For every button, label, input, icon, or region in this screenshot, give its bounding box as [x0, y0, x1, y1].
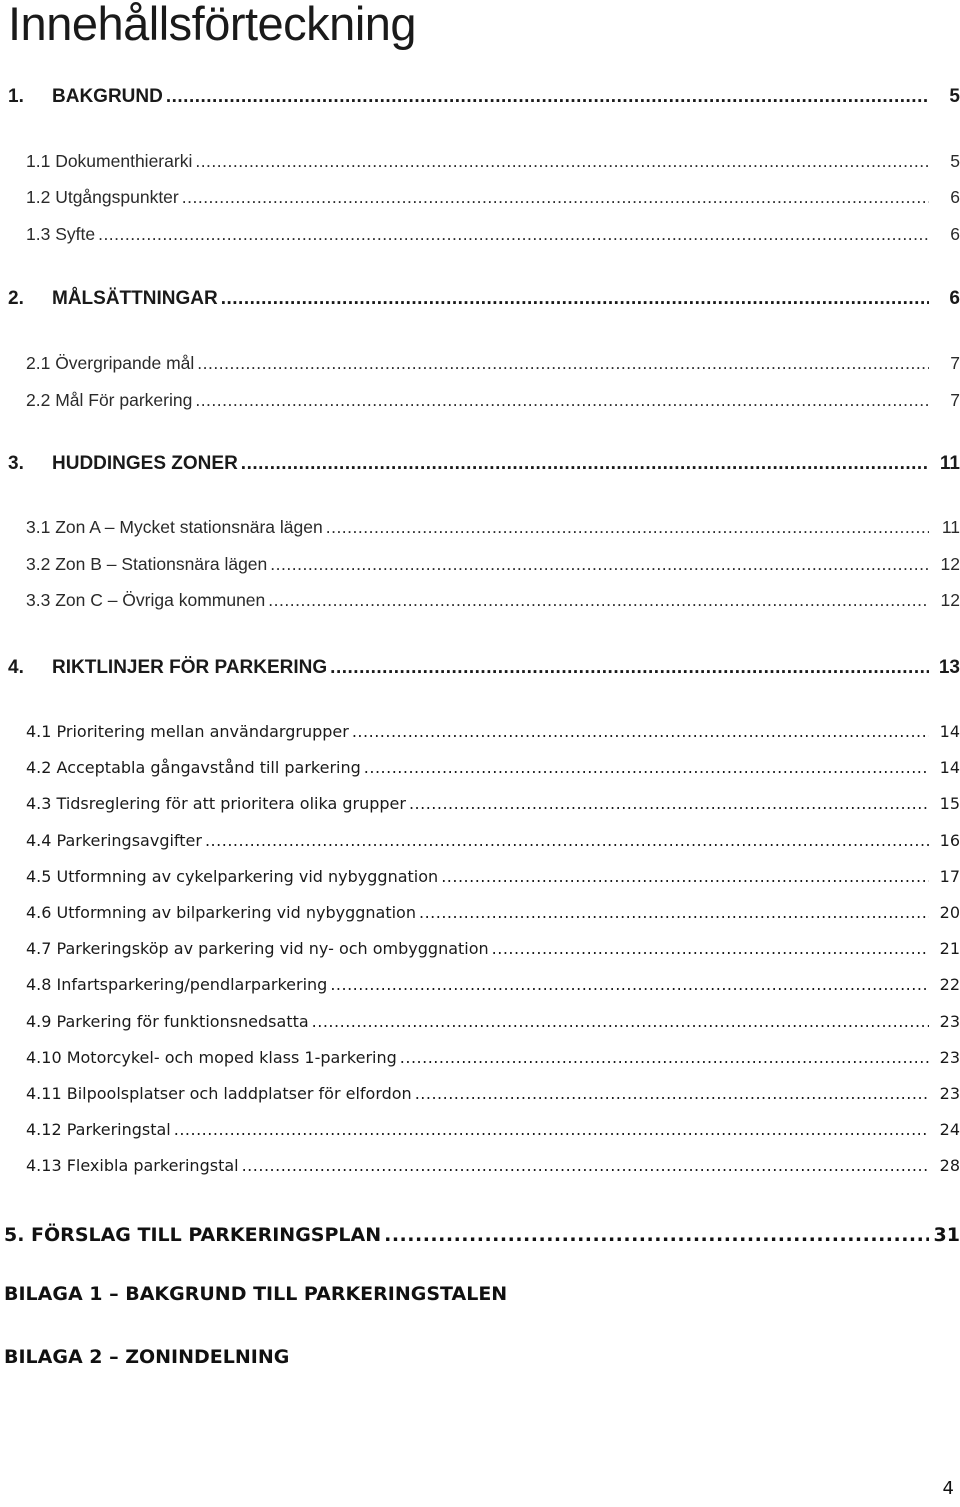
toc-dot-leader	[312, 1012, 929, 1031]
toc-entry-label: 2.2 Mål För parkering	[26, 390, 193, 410]
toc-entry-page: 16	[939, 831, 960, 850]
toc-entry-4-9[interactable]	[26, 1012, 960, 1031]
toc-dot-leader	[205, 831, 929, 850]
toc-entry-2-2[interactable]	[26, 390, 960, 411]
toc-entry-page: 24	[939, 1120, 960, 1139]
toc-entry-title: BAKGRUND	[52, 86, 163, 107]
toc-entry-label: 4.5 Utformning av cykelparkering vid nybyggnation	[26, 867, 439, 886]
toc-entry-label	[8, 86, 163, 108]
toc-dot-leader	[166, 86, 929, 108]
toc-entry-4-2[interactable]	[26, 758, 960, 777]
toc-dot-leader	[195, 151, 929, 172]
toc-entry-label	[8, 453, 238, 475]
toc-entry-1-2[interactable]	[26, 187, 960, 208]
toc-entry-page: 28	[939, 1156, 960, 1175]
toc-dot-leader	[268, 590, 929, 611]
toc-entry-label: 4.3 Tidsreglering för att prioritera olika grupper	[26, 794, 406, 813]
toc-entry-page: 14	[939, 758, 960, 777]
toc-entry-label: 2.1 Övergripande mål	[26, 353, 195, 373]
toc-entry-title: HUDDINGES ZONER	[52, 453, 238, 474]
toc-entry-label: 4.1 Prioritering mellan användargrupper	[26, 722, 349, 741]
toc-entry-label: 4.6 Utformning av bilparkering vid nybyggnation	[26, 903, 416, 922]
toc-entry-label: 3.2 Zon B – Stationsnära lägen	[26, 554, 268, 574]
toc-dot-leader	[197, 353, 929, 374]
toc-entry-label: 1.1 Dokumenthierarki	[26, 151, 193, 171]
toc-dot-leader	[400, 1048, 929, 1067]
toc-entry-page: 7	[950, 353, 960, 373]
toc-dot-leader	[182, 187, 929, 208]
toc-dot-leader	[174, 1120, 929, 1139]
toc-entry-4-1[interactable]	[26, 722, 960, 741]
toc-entry-page: 15	[939, 794, 960, 813]
toc-entry-label: 4.12 Parkeringstal	[26, 1120, 171, 1139]
toc-entry-label: 4.8 Infartsparkering/pendlarparkering	[26, 975, 328, 994]
toc-dot-leader	[221, 288, 929, 310]
toc-entry-page: 23	[939, 1012, 960, 1031]
toc-entry-4-5[interactable]	[26, 867, 960, 886]
toc-entry-section-1[interactable]	[8, 86, 960, 108]
toc-entry-page: 20	[939, 903, 960, 922]
toc-entry-4-11[interactable]	[26, 1084, 960, 1103]
toc-entry-page: 17	[939, 867, 960, 886]
toc-entry-section-2[interactable]	[8, 288, 960, 310]
toc-entry-label: 3.1 Zon A – Mycket stationsnära lägen	[26, 517, 323, 537]
toc-dot-leader	[326, 517, 929, 538]
toc-entry-page: 23	[939, 1048, 960, 1067]
toc-entry-label	[8, 288, 218, 310]
toc-entry-4-4[interactable]	[26, 831, 960, 850]
toc-entry-page: 5	[950, 151, 960, 171]
toc-entry-2-1[interactable]	[26, 353, 960, 374]
toc-entry-label: 4.9 Parkering för funktionsnedsatta	[26, 1012, 309, 1031]
appendix-1-heading[interactable]: BILAGA 1 – BAKGRUND TILL PARKERINGSTALEN	[4, 1283, 508, 1305]
toc-entry-section-3[interactable]	[8, 453, 960, 475]
toc-entry-label: 5. FÖRSLAG TILL PARKERINGSPLAN	[4, 1224, 382, 1246]
toc-entry-page: 31	[933, 1224, 960, 1246]
toc-entry-label: 4.2 Acceptabla gångavstånd till parkering	[26, 758, 361, 777]
toc-entry-4-7[interactable]	[26, 939, 960, 958]
toc-dot-leader	[441, 867, 929, 886]
toc-entry-page: 23	[939, 1084, 960, 1103]
toc-dot-leader	[384, 1224, 929, 1246]
toc-dot-leader	[409, 794, 929, 813]
toc-dot-leader	[364, 758, 929, 777]
toc-entry-label: 1.2 Utgångspunkter	[26, 187, 179, 207]
toc-entry-1-3[interactable]	[26, 224, 960, 245]
toc-entry-label: 4.4 Parkeringsavgifter	[26, 831, 202, 850]
toc-entry-label: 4.11 Bilpoolsplatser och laddplatser för elfordon	[26, 1084, 412, 1103]
toc-entry-number: 3.	[8, 453, 24, 474]
toc-entry-label	[8, 657, 327, 679]
toc-entry-4-12[interactable]	[26, 1120, 960, 1139]
toc-entry-title: RIKTLINJER FÖR PARKERING	[52, 657, 328, 678]
toc-entry-label: 4.13 Flexibla parkeringstal	[26, 1156, 239, 1175]
toc-entry-label: 4.10 Motorcykel- och moped klass 1-parkering	[26, 1048, 397, 1067]
toc-entry-number: 1.	[8, 86, 24, 107]
toc-entry-section-5[interactable]	[4, 1224, 960, 1246]
appendix-2-heading[interactable]: BILAGA 2 – ZONINDELNING	[4, 1346, 290, 1368]
toc-entry-3-3[interactable]	[26, 590, 960, 611]
toc-entry-page: 12	[940, 590, 960, 610]
toc-dot-leader	[242, 1156, 929, 1175]
toc-entry-4-3[interactable]	[26, 794, 960, 813]
toc-entry-3-1[interactable]	[26, 517, 960, 538]
toc-entry-page: 14	[939, 722, 960, 741]
toc-entry-page: 6	[950, 224, 960, 244]
toc-entry-page: 12	[940, 554, 960, 574]
toc-dot-leader	[330, 657, 929, 679]
toc-entry-4-10[interactable]	[26, 1048, 960, 1067]
toc-entry-label: 1.3 Syfte	[26, 224, 96, 244]
toc-entry-3-2[interactable]	[26, 554, 960, 575]
toc-entry-label: 3.3 Zon C – Övriga kommunen	[26, 590, 266, 610]
toc-entry-page: 21	[939, 939, 960, 958]
toc-dot-leader	[330, 975, 929, 994]
toc-dot-leader	[98, 224, 929, 245]
toc-entry-number: 2.	[8, 288, 24, 309]
toc-entry-page: 6	[950, 187, 960, 207]
page-number: 4	[942, 1478, 954, 1499]
toc-dot-leader	[419, 903, 929, 922]
toc-entry-4-6[interactable]	[26, 903, 960, 922]
toc-dot-leader	[415, 1084, 929, 1103]
toc-dot-leader	[270, 554, 929, 575]
toc-dot-leader	[241, 453, 929, 475]
toc-entry-page: 13	[938, 657, 960, 678]
toc-entry-page: 6	[949, 288, 960, 309]
toc-entry-page: 11	[939, 453, 960, 474]
toc-dot-leader	[195, 390, 929, 411]
toc-entry-title: MÅLSÄTTNINGAR	[52, 288, 218, 309]
toc-dot-leader	[352, 722, 929, 741]
toc-entry-page: 5	[949, 86, 960, 107]
toc-entry-page: 22	[939, 975, 960, 994]
toc-entry-4-13[interactable]	[26, 1156, 960, 1175]
toc-dot-leader	[492, 939, 929, 958]
toc-entry-page: 7	[950, 390, 960, 410]
toc-entry-label: 4.7 Parkeringsköp av parkering vid ny- och ombyggnation	[26, 939, 489, 958]
page-title: Innehållsförteckning	[8, 0, 417, 50]
toc-entry-section-4[interactable]	[8, 657, 960, 679]
toc-entry-number: 4.	[8, 657, 24, 678]
toc-entry-4-8[interactable]	[26, 975, 960, 994]
toc-entry-page: 11	[941, 517, 960, 537]
toc-entry-1-1[interactable]	[26, 151, 960, 172]
